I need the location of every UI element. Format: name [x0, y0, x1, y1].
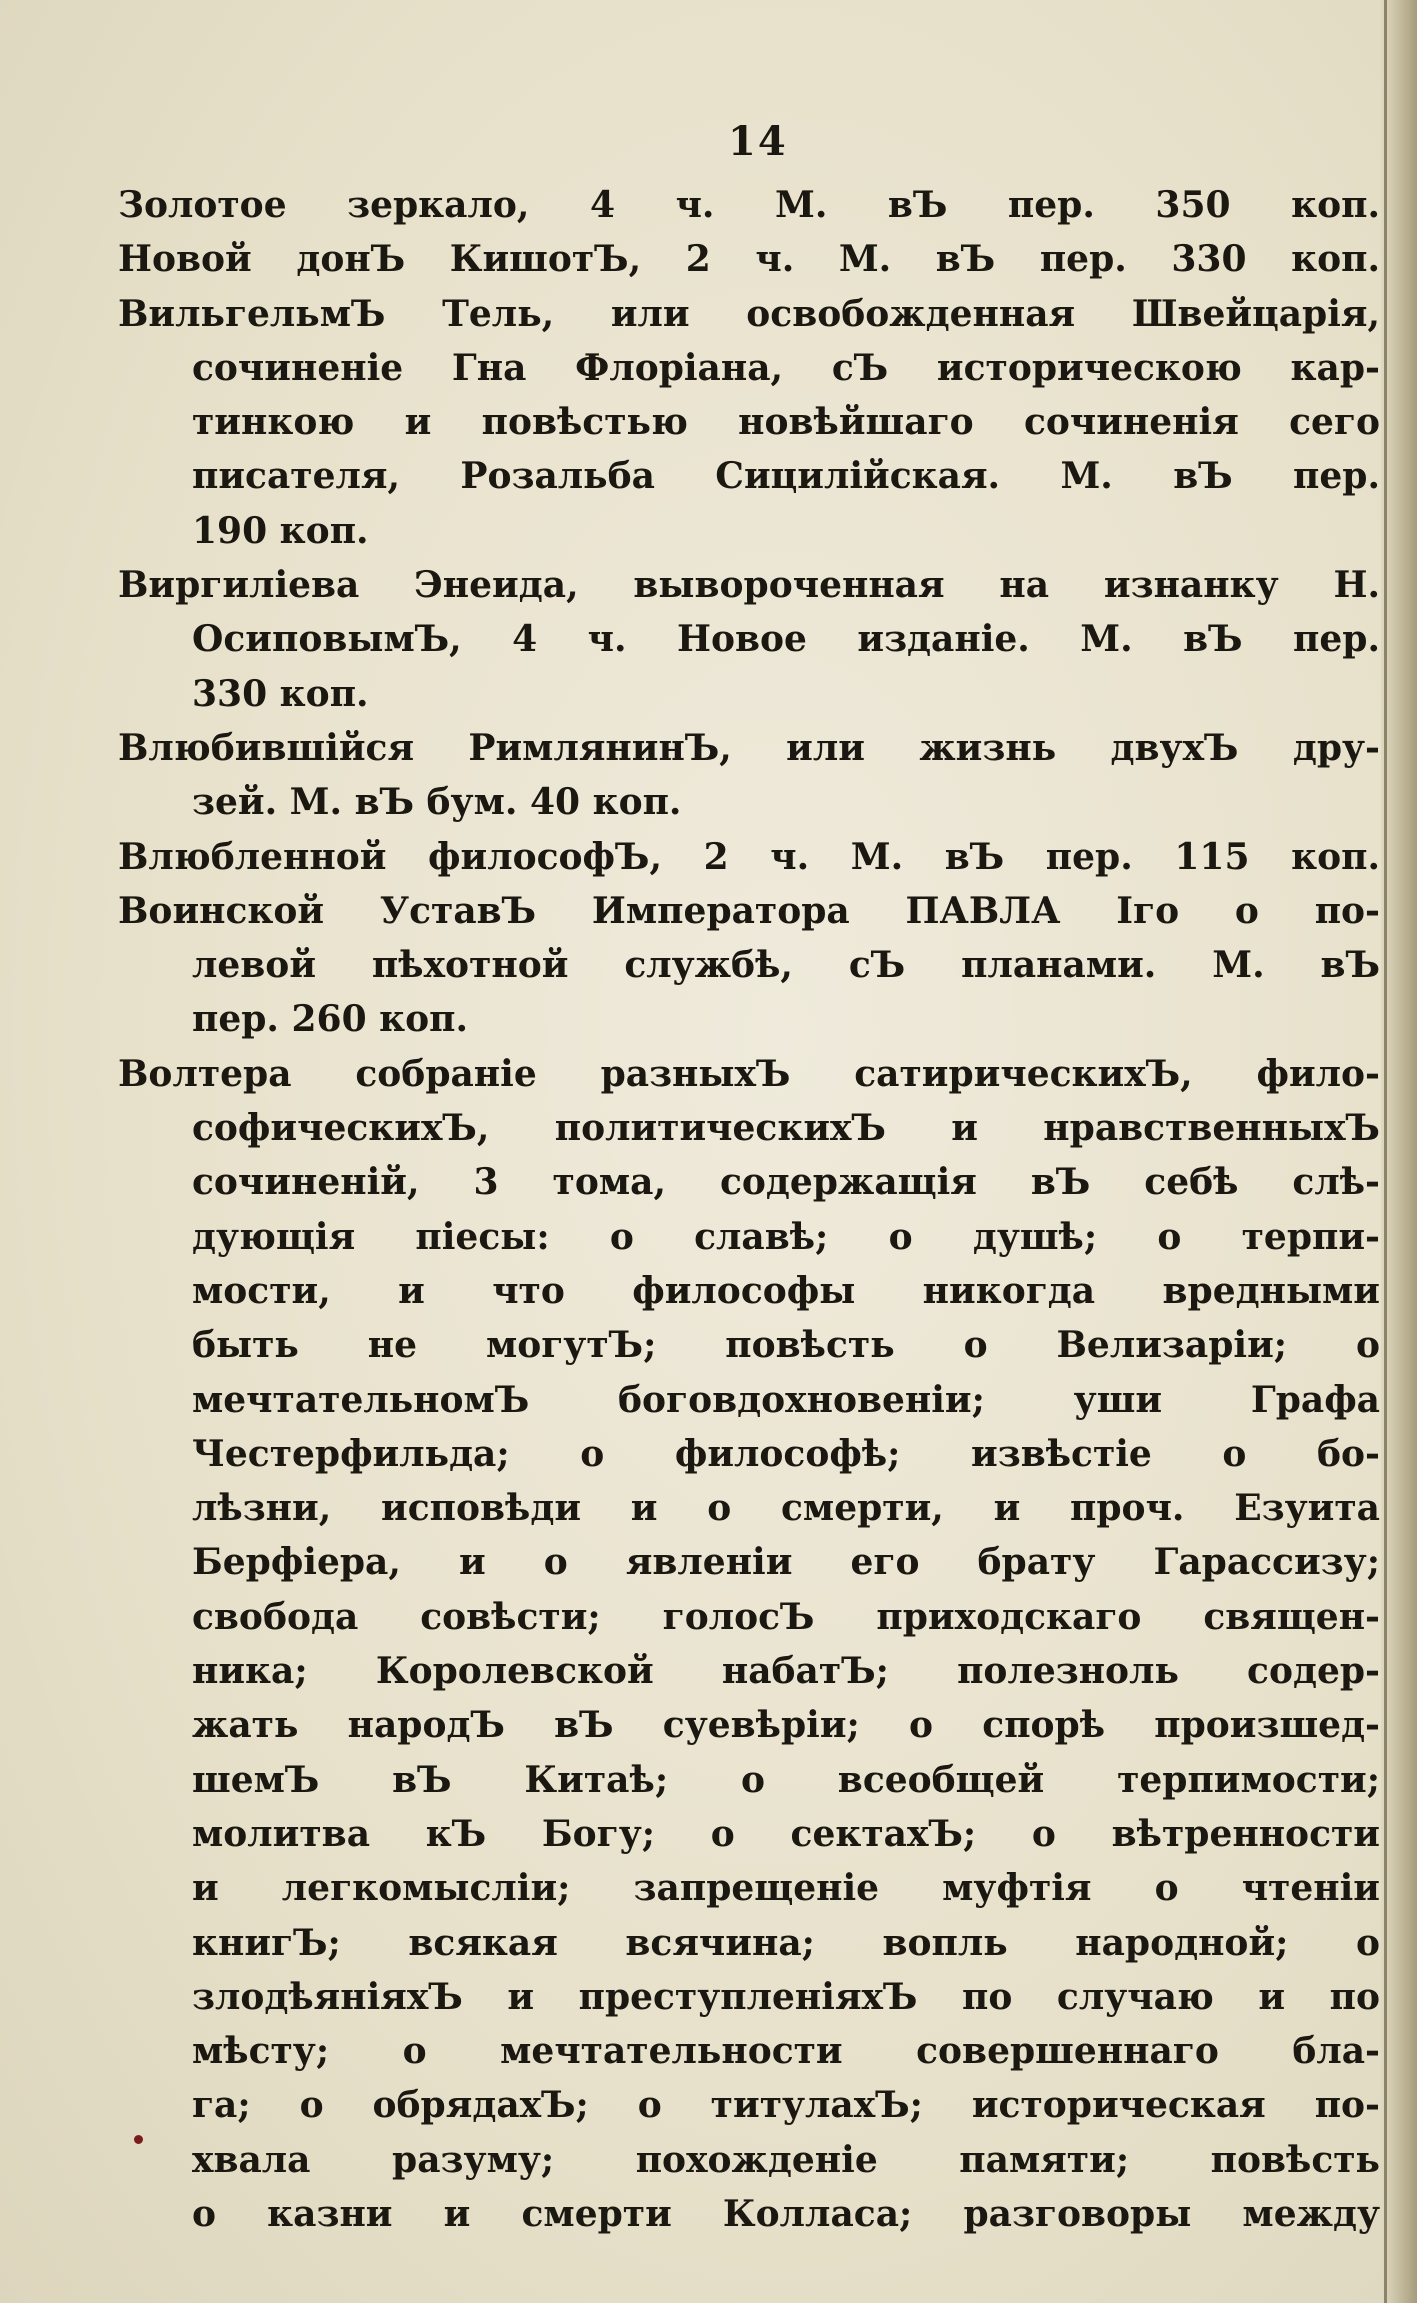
- entry-line: мечтательномЪ боговдохновеніи; уши Графа: [192, 1378, 1380, 1421]
- entry-line: Воинской УставЪ Императора ПАВЛА Іго о по-: [118, 889, 1380, 932]
- entry-line: 190 коп.: [192, 509, 369, 552]
- entry-line: Виргиліева Энеида, вывороченная на изнанку Н.: [118, 564, 1380, 607]
- page-number: 14: [728, 118, 788, 165]
- entry-line: быть не могутЪ; повѣсть о Велизаріи; о: [192, 1324, 1380, 1367]
- entry-line: тинкою и повѣстью новѣйшаго сочиненія сего: [192, 401, 1380, 444]
- entry-line: злодѣяніяхЪ и преступленіяхЪ по случаю и по: [192, 1975, 1380, 2018]
- entry-line: Влюбленной философЪ, 2 ч. М. вЪ пер. 115 коп.: [118, 835, 1380, 878]
- catalog-entry: [118, 721, 1380, 830]
- entry-line: молитва кЪ Богу; о сектахЪ; о вѣтренности: [192, 1812, 1380, 1855]
- entry-line: дующія піесы: о славѣ; о душѣ; о терпи-: [192, 1215, 1380, 1258]
- entry-line: Новой донЪ КишотЪ, 2 ч. М. вЪ пер. 330 коп.: [118, 238, 1380, 281]
- entry-line: писателя, Розальба Сицилійская. М. вЪ пер.: [192, 455, 1380, 498]
- entry-line: зей. М. вЪ бум. 40 коп.: [192, 781, 682, 824]
- catalog-entry: [118, 558, 1380, 721]
- entry-line: Золотое зеркало, 4 ч. М. вЪ пер. 350 коп.: [118, 184, 1380, 226]
- catalog-entry: [118, 178, 1380, 232]
- catalog-entry: [118, 830, 1380, 884]
- entry-line: га; о обрядахЪ; о титулахЪ; историческая по-: [192, 2084, 1380, 2127]
- entry-line: и легкомысліи; запрещеніе муфтія о чтеніи: [192, 1867, 1380, 1910]
- entry-line: Влюбившійся РимлянинЪ, или жизнь двухЪ дру-: [118, 726, 1380, 769]
- entry-line: о казни и смерти Колласа; разговоры между: [192, 2192, 1380, 2235]
- page-edge-line: [1384, 0, 1387, 2303]
- entry-line: Честерфильда; о философѣ; извѣстіе о бо-: [192, 1432, 1380, 1475]
- entry-line: ника; Королевской набатЪ; полезноль содер-: [192, 1650, 1380, 1693]
- entry-line: сочиненіе Гна Флоріана, сЪ историческою кар-: [192, 346, 1380, 389]
- catalog-entry: [118, 1047, 1380, 2242]
- ink-dot: [134, 2135, 143, 2144]
- entry-line: свобода совѣсти; голосЪ приходскаго священ-: [192, 1595, 1380, 1638]
- entry-line: сочиненій, 3 тома, содержащія вЪ себѣ слѣ-: [192, 1161, 1380, 1204]
- entry-line: книгЪ; всякая всячина; вопль народной; о: [192, 1921, 1380, 1964]
- entry-line: ВильгельмЪ Тель, или освобожденная Швейцарія,: [118, 292, 1380, 335]
- catalog-text: [118, 178, 1380, 2241]
- entry-line: 330 коп.: [192, 672, 369, 715]
- entry-line: хвала разуму; похожденіе памяти; повѣсть: [192, 2138, 1380, 2181]
- entry-line: софическихЪ, политическихЪ и нравственныхЪ: [192, 1107, 1380, 1150]
- entry-line: левой пѣхотной службѣ, сЪ планами. М. вЪ: [192, 944, 1380, 987]
- entry-line: жать народЪ вЪ суевѣріи; о спорѣ произшед-: [192, 1704, 1380, 1747]
- entry-line: шемЪ вЪ Китаѣ; о всеобщей терпимости;: [192, 1758, 1380, 1801]
- entry-line: лѣзни, исповѣди и о смерти, и проч. Езуита: [192, 1487, 1380, 1530]
- entry-line: пер. 260 коп.: [192, 998, 469, 1041]
- entry-line: ОсиповымЪ, 4 ч. Новое изданіе. М. вЪ пер.: [192, 618, 1380, 661]
- catalog-entry: [118, 884, 1380, 1047]
- entry-line: Берфіера, и о явленіи его брату Гарассизу;: [192, 1541, 1380, 1584]
- entry-line: мѣсту; о мечтательности совершеннаго бла-: [192, 2030, 1380, 2073]
- entry-line: мости, и что философы никогда вредными: [192, 1269, 1380, 1312]
- entry-line: Волтера собраніе разныхЪ сатирическихЪ, фило-: [118, 1052, 1380, 1095]
- catalog-entry: [118, 287, 1380, 558]
- catalog-entry: [118, 232, 1380, 286]
